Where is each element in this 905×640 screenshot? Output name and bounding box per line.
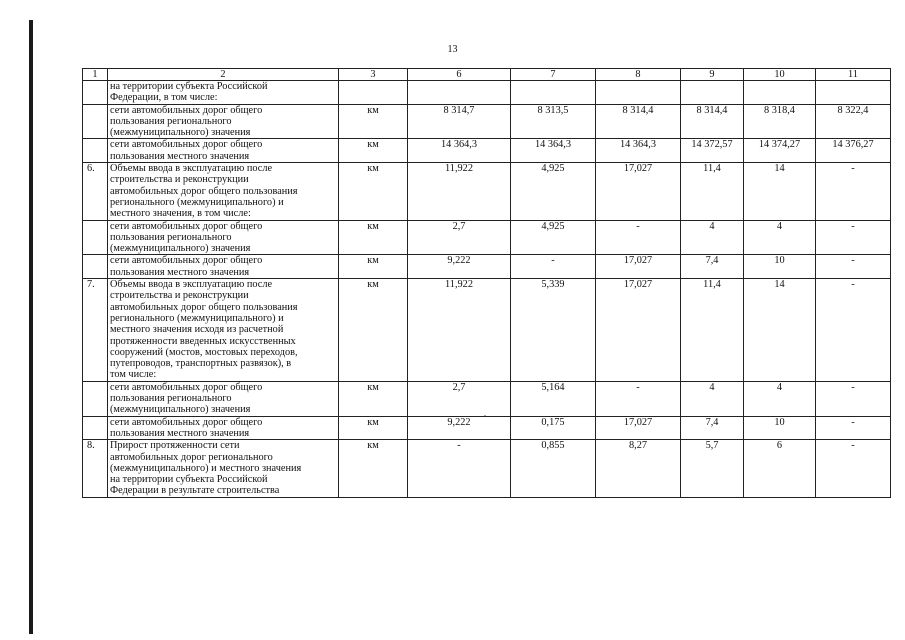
- column-header: 1: [83, 69, 108, 81]
- row-number: [83, 381, 108, 416]
- description-line: строительства и реконструкции: [110, 290, 249, 302]
- value-cell: -: [408, 440, 511, 497]
- description-line: на территории субъекта Российской: [110, 474, 268, 486]
- description-line: на территории субъекта Российской: [110, 81, 268, 92]
- table-row: [83, 381, 891, 416]
- description-line: сети автомобильных дорог общего: [110, 220, 263, 232]
- row-description: [108, 220, 339, 255]
- value-cell: 14: [744, 163, 816, 220]
- value-cell: 14 364,3: [408, 139, 511, 163]
- value-cell: -: [511, 255, 596, 279]
- value-cell: [596, 81, 681, 105]
- row-number: 7.: [83, 279, 108, 382]
- page-number: 13: [447, 44, 458, 55]
- value-cell: 8,27: [596, 440, 681, 497]
- value-cell: 4: [681, 220, 744, 255]
- column-header: 11: [816, 69, 891, 81]
- description-line: (межмуниципального) значения: [110, 404, 251, 416]
- value-cell: 11,4: [681, 163, 744, 220]
- table-row: [83, 279, 891, 382]
- description-line: автомобильных дорог общего пользования: [110, 301, 298, 313]
- row-number: 8.: [83, 440, 108, 497]
- description-line: автомобильных дорог регионального: [110, 451, 273, 463]
- table-row: [83, 81, 891, 105]
- value-cell: 8 318,4: [744, 104, 816, 139]
- row-description: [108, 104, 339, 139]
- description-line: пользования регионального: [110, 393, 232, 405]
- row-number: [83, 255, 108, 279]
- value-cell: 4: [744, 220, 816, 255]
- value-cell: 11,922: [408, 279, 511, 382]
- row-number: [83, 220, 108, 255]
- description-line: пользования местного значения: [110, 266, 250, 278]
- description-line: (межмуниципального) значения: [110, 127, 251, 139]
- description-line: Объемы ввода в эксплуатацию после: [110, 163, 273, 175]
- unit-cell: км: [339, 139, 408, 163]
- row-description: [108, 440, 339, 497]
- value-cell: 14 364,3: [596, 139, 681, 163]
- description-line: (межмуниципального) и местного значения: [110, 462, 302, 474]
- value-cell: 4,925: [511, 220, 596, 255]
- unit-cell: км: [339, 220, 408, 255]
- description-line: строительства и реконструкции: [110, 174, 249, 186]
- description-line: местного значения исходя из расчетной: [110, 324, 284, 336]
- unit-cell: км: [339, 163, 408, 220]
- column-header: 9: [681, 69, 744, 81]
- row-number: 6.: [83, 163, 108, 220]
- value-cell: 14: [744, 279, 816, 382]
- description-line: сети автомобильных дорог общего: [110, 104, 263, 116]
- description-line: Федерации в результате строительства: [110, 485, 280, 497]
- value-cell: 10: [744, 255, 816, 279]
- value-cell: 14 372,57: [681, 139, 744, 163]
- value-cell: 9,222: [408, 416, 511, 440]
- binding-margin-line: [29, 20, 33, 634]
- row-description: [108, 81, 339, 105]
- column-header: 6: [408, 69, 511, 81]
- header-row: [83, 69, 891, 81]
- value-cell: -: [596, 381, 681, 416]
- unit-cell: [339, 81, 408, 105]
- row-description: [108, 163, 339, 220]
- value-cell: 2,7: [408, 381, 511, 416]
- description-line: сети автомобильных дорог общего: [110, 381, 263, 393]
- value-cell: -: [816, 381, 891, 416]
- value-cell: 5,164: [511, 381, 596, 416]
- value-cell: [744, 81, 816, 105]
- value-cell: 5,339: [511, 279, 596, 382]
- description-line: автомобильных дорог общего пользования: [110, 185, 298, 197]
- value-cell: 10: [744, 416, 816, 440]
- value-cell: -: [816, 416, 891, 440]
- row-description: [108, 279, 339, 382]
- table-row: [83, 220, 891, 255]
- description-line: регионального (межмуниципального) и: [110, 196, 284, 208]
- unit-cell: км: [339, 440, 408, 497]
- value-cell: 17,027: [596, 279, 681, 382]
- column-header: 3: [339, 69, 408, 81]
- data-table: [82, 68, 891, 498]
- value-cell: 0,175: [511, 416, 596, 440]
- value-cell: [408, 81, 511, 105]
- value-cell: 4: [744, 381, 816, 416]
- description-line: регионального (межмуниципального) и: [110, 312, 284, 324]
- value-cell: 8 313,5: [511, 104, 596, 139]
- table-row: [83, 163, 891, 220]
- table-row: [83, 104, 891, 139]
- description-line: путепроводов, транспортных развязок), в: [110, 358, 292, 370]
- description-line: пользования регионального: [110, 115, 232, 127]
- column-header: 2: [108, 69, 339, 81]
- row-description: [108, 139, 339, 163]
- description-line: пользования местного значения: [110, 427, 250, 439]
- value-cell: 7,4: [681, 255, 744, 279]
- row-number: [83, 81, 108, 105]
- row-number: [83, 104, 108, 139]
- description-line: Прирост протяженности сети: [110, 440, 240, 452]
- description-line: сооружений (мостов, мостовых переходов,: [110, 346, 298, 358]
- value-cell: 14 374,27: [744, 139, 816, 163]
- value-cell: -: [816, 163, 891, 220]
- value-cell: 4,925: [511, 163, 596, 220]
- value-cell: 14 364,3: [511, 139, 596, 163]
- table-row: [83, 440, 891, 497]
- value-cell: 8 314,4: [681, 104, 744, 139]
- table-row: [83, 255, 891, 279]
- value-cell: 4: [681, 381, 744, 416]
- description-line: Федерации, в том числе:: [110, 92, 218, 104]
- description-line: пользования местного значения: [110, 150, 250, 162]
- description-line: сети автомобильных дорог общего: [110, 139, 263, 151]
- value-cell: 17,027: [596, 416, 681, 440]
- value-cell: 8 314,4: [596, 104, 681, 139]
- table-row: [83, 139, 891, 163]
- value-cell: 17,027: [596, 255, 681, 279]
- value-cell: 0,855: [511, 440, 596, 497]
- value-cell: [681, 81, 744, 105]
- value-cell: 8 314,7: [408, 104, 511, 139]
- unit-cell: км: [339, 104, 408, 139]
- value-cell: 2,7: [408, 220, 511, 255]
- value-cell: -: [816, 255, 891, 279]
- description-line: Объемы ввода в эксплуатацию после: [110, 279, 273, 291]
- table-row: [83, 416, 891, 440]
- column-header: 7: [511, 69, 596, 81]
- description-line: сети автомобильных дорог общего: [110, 255, 263, 267]
- row-description: [108, 255, 339, 279]
- description-line: местного значения, в том числе:: [110, 208, 251, 220]
- unit-cell: км: [339, 279, 408, 382]
- value-cell: -: [816, 220, 891, 255]
- value-cell: 5,7: [681, 440, 744, 497]
- value-cell: 6: [744, 440, 816, 497]
- row-description: [108, 416, 339, 440]
- value-cell: [511, 81, 596, 105]
- description-line: (межмуниципального) значения: [110, 243, 251, 255]
- value-cell: 14 376,27: [816, 139, 891, 163]
- unit-cell: км: [339, 381, 408, 416]
- unit-cell: км: [339, 416, 408, 440]
- value-cell: 8 322,4: [816, 104, 891, 139]
- description-line: том числе:: [110, 369, 157, 381]
- value-cell: 17,027: [596, 163, 681, 220]
- row-description: [108, 381, 339, 416]
- column-header: 10: [744, 69, 816, 81]
- description-line: протяженности введенных искусственных: [110, 335, 296, 347]
- value-cell: [816, 81, 891, 105]
- value-cell: 11,922: [408, 163, 511, 220]
- value-cell: -: [816, 279, 891, 382]
- unit-cell: км: [339, 255, 408, 279]
- table-body: [83, 69, 891, 498]
- description-line: пользования регионального: [110, 231, 232, 243]
- value-cell: -: [816, 440, 891, 497]
- row-number: [83, 139, 108, 163]
- value-cell: 11,4: [681, 279, 744, 382]
- description-line: сети автомобильных дорог общего: [110, 416, 263, 428]
- value-cell: -: [596, 220, 681, 255]
- column-header: 8: [596, 69, 681, 81]
- value-cell: 9,222: [408, 255, 511, 279]
- row-number: [83, 416, 108, 440]
- value-cell: 7,4: [681, 416, 744, 440]
